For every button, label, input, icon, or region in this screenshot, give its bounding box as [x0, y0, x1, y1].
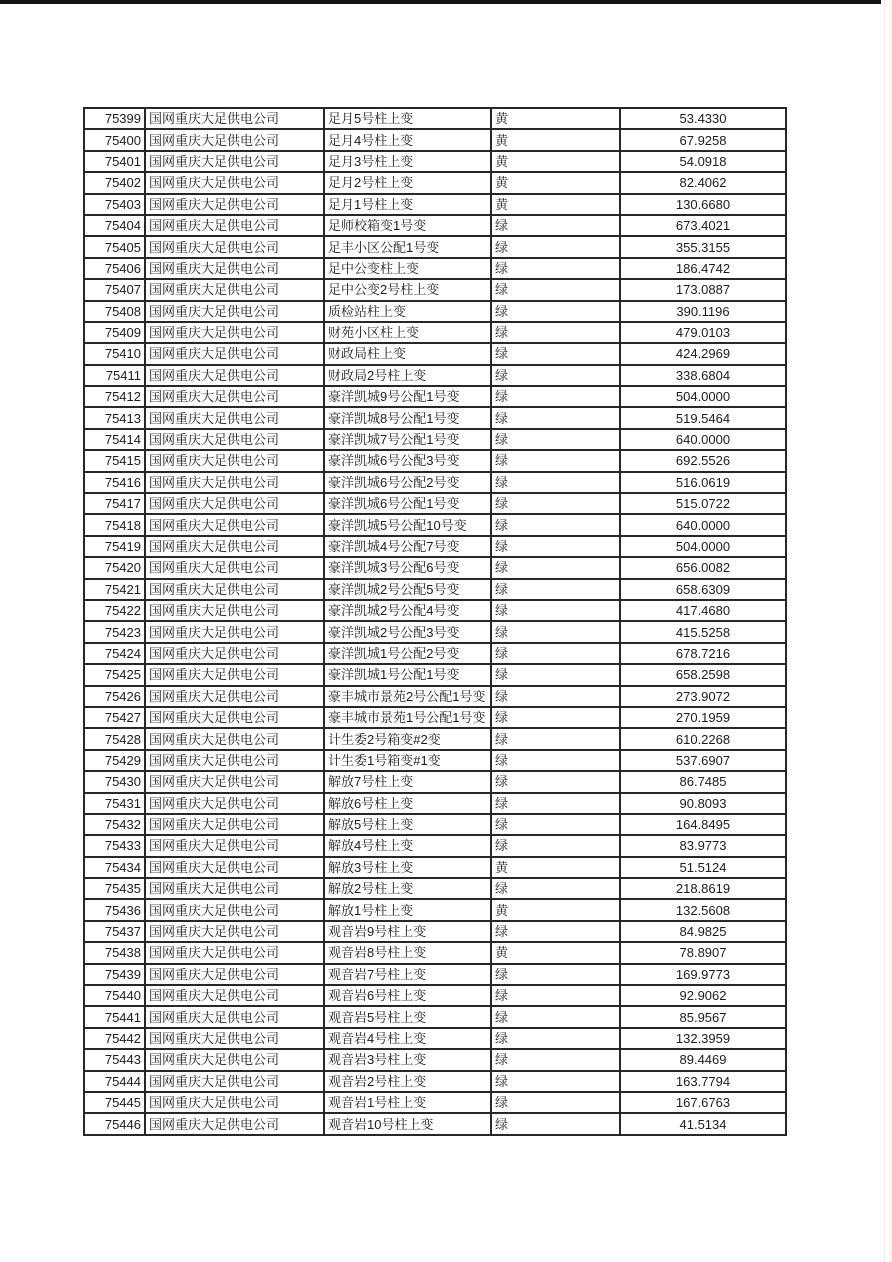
cell-value: 610.2268 [620, 728, 786, 749]
cell-value: 338.6804 [620, 365, 786, 386]
cell-value: 515.0722 [620, 493, 786, 514]
cell-company: 国网重庆大足供电公司 [145, 108, 324, 129]
cell-value: 479.0103 [620, 322, 786, 343]
cell-company: 国网重庆大足供电公司 [145, 921, 324, 942]
cell-company: 国网重庆大足供电公司 [145, 1006, 324, 1027]
cell-value: 537.6907 [620, 750, 786, 771]
cell-station-name: 豪丰城市景苑1号公配1号变 [324, 707, 491, 728]
table-row [84, 536, 786, 557]
cell-station-name: 豪丰城市景苑2号公配1号变 [324, 686, 491, 707]
cell-company: 国网重庆大足供电公司 [145, 878, 324, 899]
table-row [84, 1049, 786, 1070]
cell-status: 绿 [491, 707, 620, 728]
cell-status: 黄 [491, 899, 620, 920]
cell-value: 519.5464 [620, 407, 786, 428]
cell-value: 53.4330 [620, 108, 786, 129]
cell-status: 绿 [491, 985, 620, 1006]
cell-status: 黄 [491, 857, 620, 878]
cell-row-id: 75444 [84, 1071, 145, 1092]
cell-status: 绿 [491, 728, 620, 749]
table-row [84, 579, 786, 600]
cell-row-id: 75418 [84, 514, 145, 535]
cell-row-id: 75431 [84, 793, 145, 814]
table-row [84, 750, 786, 771]
cell-company: 国网重庆大足供电公司 [145, 557, 324, 578]
cell-company: 国网重庆大足供电公司 [145, 151, 324, 172]
cell-station-name: 豪洋凯城1号公配1号变 [324, 664, 491, 685]
table-row [84, 258, 786, 279]
cell-company: 国网重庆大足供电公司 [145, 215, 324, 236]
cell-station-name: 观音岩9号柱上变 [324, 921, 491, 942]
cell-station-name: 豪洋凯城6号公配2号变 [324, 472, 491, 493]
table-row [84, 621, 786, 642]
cell-company: 国网重庆大足供电公司 [145, 407, 324, 428]
top-edge-bar [0, 0, 881, 4]
cell-station-name: 足师校箱变1号变 [324, 215, 491, 236]
cell-station-name: 解放3号柱上变 [324, 857, 491, 878]
cell-status: 绿 [491, 643, 620, 664]
cell-row-id: 75406 [84, 258, 145, 279]
cell-row-id: 75432 [84, 814, 145, 835]
cell-company: 国网重庆大足供电公司 [145, 258, 324, 279]
table-row [84, 407, 786, 428]
cell-row-id: 75413 [84, 407, 145, 428]
cell-value: 84.9825 [620, 921, 786, 942]
cell-company: 国网重庆大足供电公司 [145, 621, 324, 642]
table-row [84, 429, 786, 450]
cell-status: 绿 [491, 258, 620, 279]
cell-status: 绿 [491, 793, 620, 814]
cell-row-id: 75403 [84, 194, 145, 215]
cell-status: 黄 [491, 172, 620, 193]
cell-value: 186.4742 [620, 258, 786, 279]
cell-station-name: 计生委2号箱变#2变 [324, 728, 491, 749]
table-row [84, 129, 786, 150]
table-row [84, 835, 786, 856]
cell-station-name: 解放6号柱上变 [324, 793, 491, 814]
cell-status: 绿 [491, 493, 620, 514]
table-row [84, 814, 786, 835]
cell-station-name: 足月4号柱上变 [324, 129, 491, 150]
cell-station-name: 观音岩6号柱上变 [324, 985, 491, 1006]
cell-row-id: 75412 [84, 386, 145, 407]
cell-station-name: 豪洋凯城3号公配6号变 [324, 557, 491, 578]
cell-status: 绿 [491, 301, 620, 322]
cell-row-id: 75399 [84, 108, 145, 129]
cell-value: 41.5134 [620, 1113, 786, 1135]
cell-row-id: 75420 [84, 557, 145, 578]
cell-value: 86.7485 [620, 771, 786, 792]
cell-status: 绿 [491, 921, 620, 942]
table-row [84, 686, 786, 707]
cell-status: 绿 [491, 964, 620, 985]
cell-status: 绿 [491, 386, 620, 407]
cell-station-name: 足月3号柱上变 [324, 151, 491, 172]
cell-value: 83.9773 [620, 835, 786, 856]
cell-row-id: 75416 [84, 472, 145, 493]
cell-row-id: 75440 [84, 985, 145, 1006]
cell-row-id: 75442 [84, 1028, 145, 1049]
cell-value: 89.4469 [620, 1049, 786, 1070]
cell-company: 国网重庆大足供电公司 [145, 750, 324, 771]
cell-station-name: 豪洋凯城5号公配10号变 [324, 514, 491, 535]
transformer-table [83, 107, 787, 1136]
cell-company: 国网重庆大足供电公司 [145, 301, 324, 322]
cell-company: 国网重庆大足供电公司 [145, 236, 324, 257]
cell-value: 640.0000 [620, 429, 786, 450]
cell-company: 国网重庆大足供电公司 [145, 1113, 324, 1135]
cell-status: 黄 [491, 151, 620, 172]
cell-status: 绿 [491, 215, 620, 236]
table-row [84, 236, 786, 257]
table-row [84, 600, 786, 621]
cell-status: 黄 [491, 194, 620, 215]
cell-station-name: 足月1号柱上变 [324, 194, 491, 215]
cell-status: 绿 [491, 322, 620, 343]
table-row [84, 450, 786, 471]
cell-row-id: 75419 [84, 536, 145, 557]
cell-company: 国网重庆大足供电公司 [145, 664, 324, 685]
table-row [84, 557, 786, 578]
cell-company: 国网重庆大足供电公司 [145, 771, 324, 792]
cell-status: 绿 [491, 579, 620, 600]
cell-row-id: 75439 [84, 964, 145, 985]
cell-status: 绿 [491, 407, 620, 428]
cell-row-id: 75445 [84, 1092, 145, 1113]
cell-status: 绿 [491, 1092, 620, 1113]
cell-row-id: 75429 [84, 750, 145, 771]
table-body [84, 108, 786, 1135]
cell-company: 国网重庆大足供电公司 [145, 1049, 324, 1070]
cell-company: 国网重庆大足供电公司 [145, 194, 324, 215]
cell-value: 164.8495 [620, 814, 786, 835]
cell-status: 绿 [491, 514, 620, 535]
cell-row-id: 75443 [84, 1049, 145, 1070]
cell-row-id: 75410 [84, 343, 145, 364]
table-row [84, 964, 786, 985]
table-row [84, 472, 786, 493]
cell-company: 国网重庆大足供电公司 [145, 964, 324, 985]
cell-station-name: 质检站柱上变 [324, 301, 491, 322]
cell-status: 绿 [491, 771, 620, 792]
cell-station-name: 豪洋凯城7号公配1号变 [324, 429, 491, 450]
cell-value: 67.9258 [620, 129, 786, 150]
cell-row-id: 75428 [84, 728, 145, 749]
table-row [84, 793, 786, 814]
cell-company: 国网重庆大足供电公司 [145, 728, 324, 749]
cell-station-name: 足丰小区公配1号变 [324, 236, 491, 257]
cell-station-name: 豪洋凯城4号公配7号变 [324, 536, 491, 557]
cell-status: 绿 [491, 621, 620, 642]
cell-status: 绿 [491, 1049, 620, 1070]
cell-row-id: 75401 [84, 151, 145, 172]
table-row [84, 365, 786, 386]
cell-station-name: 解放7号柱上变 [324, 771, 491, 792]
cell-value: 218.8619 [620, 878, 786, 899]
cell-station-name: 观音岩4号柱上变 [324, 1028, 491, 1049]
cell-value: 424.2969 [620, 343, 786, 364]
cell-station-name: 豪洋凯城6号公配3号变 [324, 450, 491, 471]
cell-station-name: 豪洋凯城9号公配1号变 [324, 386, 491, 407]
table-row [84, 921, 786, 942]
cell-row-id: 75438 [84, 942, 145, 963]
cell-row-id: 75414 [84, 429, 145, 450]
cell-value: 173.0887 [620, 279, 786, 300]
cell-station-name: 观音岩8号柱上变 [324, 942, 491, 963]
cell-status: 绿 [491, 750, 620, 771]
cell-company: 国网重庆大足供电公司 [145, 322, 324, 343]
table-row [84, 771, 786, 792]
cell-company: 国网重庆大足供电公司 [145, 643, 324, 664]
table-row [84, 108, 786, 129]
cell-value: 82.4062 [620, 172, 786, 193]
cell-status: 绿 [491, 236, 620, 257]
cell-company: 国网重庆大足供电公司 [145, 386, 324, 407]
cell-company: 国网重庆大足供电公司 [145, 1071, 324, 1092]
cell-value: 78.8907 [620, 942, 786, 963]
cell-row-id: 75430 [84, 771, 145, 792]
cell-station-name: 观音岩2号柱上变 [324, 1071, 491, 1092]
cell-company: 国网重庆大足供电公司 [145, 536, 324, 557]
cell-status: 绿 [491, 343, 620, 364]
cell-status: 绿 [491, 472, 620, 493]
cell-status: 绿 [491, 536, 620, 557]
cell-company: 国网重庆大足供电公司 [145, 514, 324, 535]
table-row [84, 493, 786, 514]
cell-station-name: 豪洋凯城1号公配2号变 [324, 643, 491, 664]
cell-station-name: 豪洋凯城2号公配5号变 [324, 579, 491, 600]
cell-value: 390.1196 [620, 301, 786, 322]
cell-row-id: 75436 [84, 899, 145, 920]
cell-row-id: 75421 [84, 579, 145, 600]
cell-status: 绿 [491, 557, 620, 578]
cell-company: 国网重庆大足供电公司 [145, 835, 324, 856]
cell-value: 504.0000 [620, 536, 786, 557]
cell-row-id: 75400 [84, 129, 145, 150]
cell-row-id: 75434 [84, 857, 145, 878]
cell-station-name: 足月2号柱上变 [324, 172, 491, 193]
cell-company: 国网重庆大足供电公司 [145, 600, 324, 621]
table-row [84, 707, 786, 728]
cell-row-id: 75417 [84, 493, 145, 514]
right-edge-line [884, 0, 885, 1262]
cell-company: 国网重庆大足供电公司 [145, 343, 324, 364]
cell-row-id: 75402 [84, 172, 145, 193]
table-row [84, 301, 786, 322]
cell-station-name: 解放4号柱上变 [324, 835, 491, 856]
cell-station-name: 观音岩1号柱上变 [324, 1092, 491, 1113]
cell-value: 692.5526 [620, 450, 786, 471]
cell-status: 黄 [491, 129, 620, 150]
cell-value: 355.3155 [620, 236, 786, 257]
cell-value: 658.2598 [620, 664, 786, 685]
table-row [84, 386, 786, 407]
cell-company: 国网重庆大足供电公司 [145, 493, 324, 514]
cell-value: 516.0619 [620, 472, 786, 493]
table-row [84, 643, 786, 664]
cell-row-id: 75408 [84, 301, 145, 322]
table-row [84, 343, 786, 364]
cell-value: 656.0082 [620, 557, 786, 578]
table-row [84, 664, 786, 685]
cell-value: 270.1959 [620, 707, 786, 728]
cell-value: 51.5124 [620, 857, 786, 878]
cell-company: 国网重庆大足供电公司 [145, 686, 324, 707]
table-row [84, 728, 786, 749]
cell-company: 国网重庆大足供电公司 [145, 899, 324, 920]
cell-value: 90.8093 [620, 793, 786, 814]
cell-company: 国网重庆大足供电公司 [145, 429, 324, 450]
cell-value: 673.4021 [620, 215, 786, 236]
cell-station-name: 财苑小区柱上变 [324, 322, 491, 343]
cell-station-name: 解放2号柱上变 [324, 878, 491, 899]
cell-value: 415.5258 [620, 621, 786, 642]
table-row [84, 215, 786, 236]
table-row [84, 1071, 786, 1092]
cell-status: 绿 [491, 686, 620, 707]
table-row [84, 1006, 786, 1027]
cell-company: 国网重庆大足供电公司 [145, 707, 324, 728]
cell-status: 绿 [491, 1113, 620, 1135]
cell-row-id: 75405 [84, 236, 145, 257]
cell-row-id: 75441 [84, 1006, 145, 1027]
cell-company: 国网重庆大足供电公司 [145, 985, 324, 1006]
cell-row-id: 75409 [84, 322, 145, 343]
cell-status: 绿 [491, 835, 620, 856]
cell-company: 国网重庆大足供电公司 [145, 1092, 324, 1113]
cell-value: 504.0000 [620, 386, 786, 407]
table-row [84, 1113, 786, 1135]
cell-station-name: 财政局柱上变 [324, 343, 491, 364]
cell-value: 132.3959 [620, 1028, 786, 1049]
cell-station-name: 解放5号柱上变 [324, 814, 491, 835]
cell-status: 绿 [491, 1071, 620, 1092]
cell-station-name: 足中公变2号柱上变 [324, 279, 491, 300]
cell-company: 国网重庆大足供电公司 [145, 857, 324, 878]
cell-company: 国网重庆大足供电公司 [145, 793, 324, 814]
table-row [84, 1028, 786, 1049]
cell-value: 132.5608 [620, 899, 786, 920]
cell-status: 绿 [491, 600, 620, 621]
cell-company: 国网重庆大足供电公司 [145, 450, 324, 471]
table-row [84, 942, 786, 963]
cell-value: 130.6680 [620, 194, 786, 215]
cell-value: 169.9773 [620, 964, 786, 985]
cell-station-name: 足月5号柱上变 [324, 108, 491, 129]
cell-status: 绿 [491, 450, 620, 471]
cell-company: 国网重庆大足供电公司 [145, 472, 324, 493]
cell-company: 国网重庆大足供电公司 [145, 579, 324, 600]
cell-station-name: 观音岩7号柱上变 [324, 964, 491, 985]
table-row [84, 194, 786, 215]
cell-company: 国网重庆大足供电公司 [145, 814, 324, 835]
cell-status: 绿 [491, 365, 620, 386]
cell-value: 640.0000 [620, 514, 786, 535]
cell-row-id: 75427 [84, 707, 145, 728]
cell-row-id: 75437 [84, 921, 145, 942]
cell-row-id: 75423 [84, 621, 145, 642]
cell-station-name: 足中公变柱上变 [324, 258, 491, 279]
cell-company: 国网重庆大足供电公司 [145, 942, 324, 963]
cell-station-name: 观音岩3号柱上变 [324, 1049, 491, 1070]
cell-company: 国网重庆大足供电公司 [145, 279, 324, 300]
cell-value: 417.4680 [620, 600, 786, 621]
table-row [84, 878, 786, 899]
table-row [84, 514, 786, 535]
cell-station-name: 豪洋凯城2号公配3号变 [324, 621, 491, 642]
cell-status: 绿 [491, 279, 620, 300]
table-row [84, 985, 786, 1006]
cell-status: 黄 [491, 942, 620, 963]
cell-row-id: 75433 [84, 835, 145, 856]
table-row [84, 322, 786, 343]
table-row [84, 899, 786, 920]
cell-value: 54.0918 [620, 151, 786, 172]
cell-value: 85.9567 [620, 1006, 786, 1027]
cell-row-id: 75424 [84, 643, 145, 664]
cell-company: 国网重庆大足供电公司 [145, 172, 324, 193]
cell-row-id: 75446 [84, 1113, 145, 1135]
cell-value: 658.6309 [620, 579, 786, 600]
cell-company: 国网重庆大足供电公司 [145, 1028, 324, 1049]
table-row [84, 172, 786, 193]
cell-row-id: 75435 [84, 878, 145, 899]
table-row [84, 857, 786, 878]
cell-status: 绿 [491, 429, 620, 450]
cell-value: 163.7794 [620, 1071, 786, 1092]
cell-row-id: 75407 [84, 279, 145, 300]
cell-row-id: 75426 [84, 686, 145, 707]
cell-station-name: 观音岩10号柱上变 [324, 1113, 491, 1135]
cell-value: 273.9072 [620, 686, 786, 707]
cell-station-name: 豪洋凯城2号公配4号变 [324, 600, 491, 621]
cell-station-name: 豪洋凯城6号公配1号变 [324, 493, 491, 514]
cell-row-id: 75411 [84, 365, 145, 386]
cell-station-name: 观音岩5号柱上变 [324, 1006, 491, 1027]
cell-row-id: 75415 [84, 450, 145, 471]
cell-company: 国网重庆大足供电公司 [145, 365, 324, 386]
cell-row-id: 75404 [84, 215, 145, 236]
cell-status: 绿 [491, 814, 620, 835]
cell-station-name: 豪洋凯城8号公配1号变 [324, 407, 491, 428]
cell-company: 国网重庆大足供电公司 [145, 129, 324, 150]
cell-status: 绿 [491, 878, 620, 899]
cell-status: 绿 [491, 1006, 620, 1027]
cell-row-id: 75425 [84, 664, 145, 685]
cell-station-name: 财政局2号柱上变 [324, 365, 491, 386]
cell-row-id: 75422 [84, 600, 145, 621]
cell-station-name: 解放1号柱上变 [324, 899, 491, 920]
cell-status: 黄 [491, 108, 620, 129]
cell-value: 678.7216 [620, 643, 786, 664]
table-row [84, 279, 786, 300]
table-row [84, 151, 786, 172]
cell-station-name: 计生委1号箱变#1变 [324, 750, 491, 771]
cell-value: 167.6763 [620, 1092, 786, 1113]
cell-status: 绿 [491, 1028, 620, 1049]
table-row [84, 1092, 786, 1113]
cell-status: 绿 [491, 664, 620, 685]
cell-value: 92.9062 [620, 985, 786, 1006]
